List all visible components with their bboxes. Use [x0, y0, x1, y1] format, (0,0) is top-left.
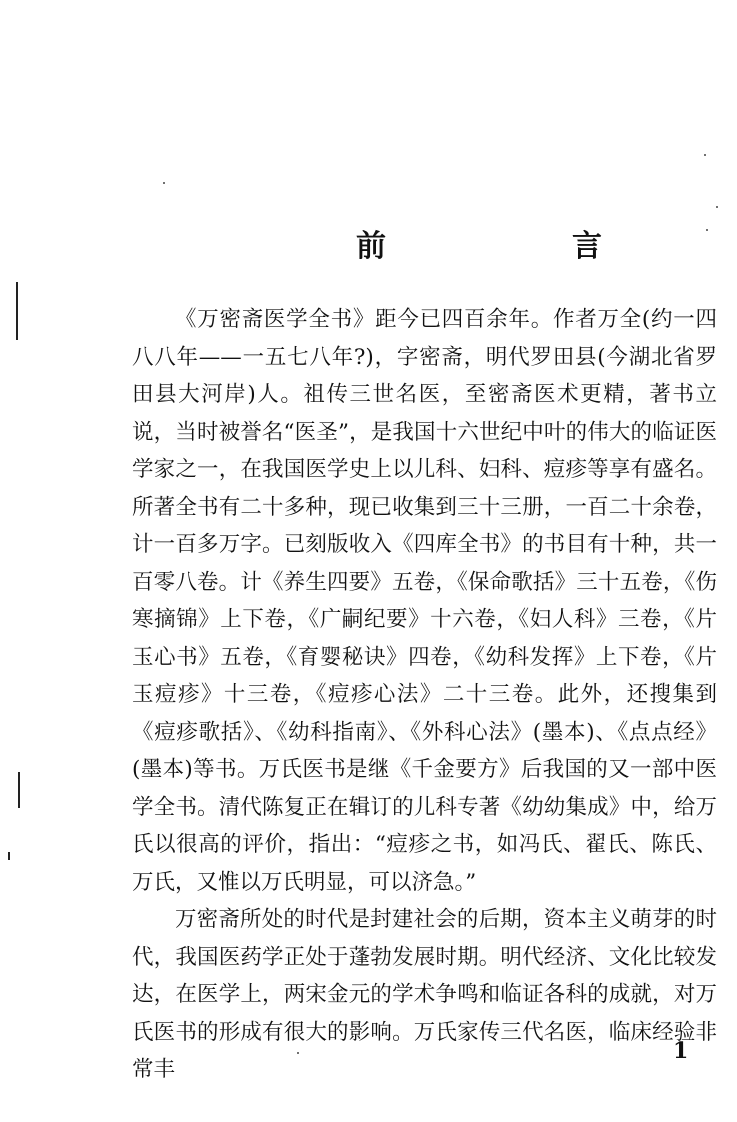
page-title: 前 言	[356, 229, 680, 264]
scan-speck	[706, 229, 708, 231]
paragraph-2: 万密斋所处的时代是封建社会的后期，资本主义萌芽的时代，我国医药学正处于蓬勃发展时期。明代经济、文化比较发达，在医学上，两宋金元的学术争鸣和临证各科的成就，对万氏医书的形成有很大的影响。万氏家传三代名医，临床经验非常丰	[132, 907, 717, 1082]
paragraph-1: 《万密斋医学全书》距今已四百余年。作者万全(约一四八八年——一五七八年?)，字密斋，明代罗田县(今湖北省罗田县大河岸)人。祖传三世名医，至密斋医术更精，著书立说，当时被誉名“医圣”，是我国十六世纪中叶的伟大的临证医学家之一，在我国医学史上以儿科、妇科、痘疹等享有盛名。所著全书有二十多种，现已收集到三十三册，一百二十余卷，计一百多万字。已刻版收入《四库全书》的书目有十种，共一百零八卷。计《养生四要》五卷，《保命歌括》三十五卷，《伤寒摘锦》上下卷，《广嗣纪要》十六卷，《妇人科》三卷，《片玉心书》五卷，《育婴秘诀》四卷，《幼科发挥》上下卷，《片玉痘疹》十三卷，《痘疹心法》二十三卷。此外，还搜集到《痘疹歌括》、《幼科指南》、《外科心法》(墨本)、《点点经》(墨本)等书。万氏医书是继《千金要方》后我国的又一部中医学全书。清代陈复正在辑订的儿科专著《幼幼集成》中，给万氏以很高的评价，指出：“痘疹之书，如冯氏、翟氏、陈氏、万氏，又惟以万氏明显，可以济急。”	[132, 307, 717, 895]
preface-body	[132, 301, 717, 1089]
scan-mark	[8, 852, 10, 860]
scan-mark	[18, 772, 20, 808]
scan-mark	[16, 282, 18, 340]
scan-speck	[163, 182, 165, 184]
scan-speck	[297, 1052, 299, 1054]
scan-speck	[716, 206, 718, 208]
page-number: 1	[673, 1038, 689, 1064]
scan-speck	[704, 154, 706, 156]
